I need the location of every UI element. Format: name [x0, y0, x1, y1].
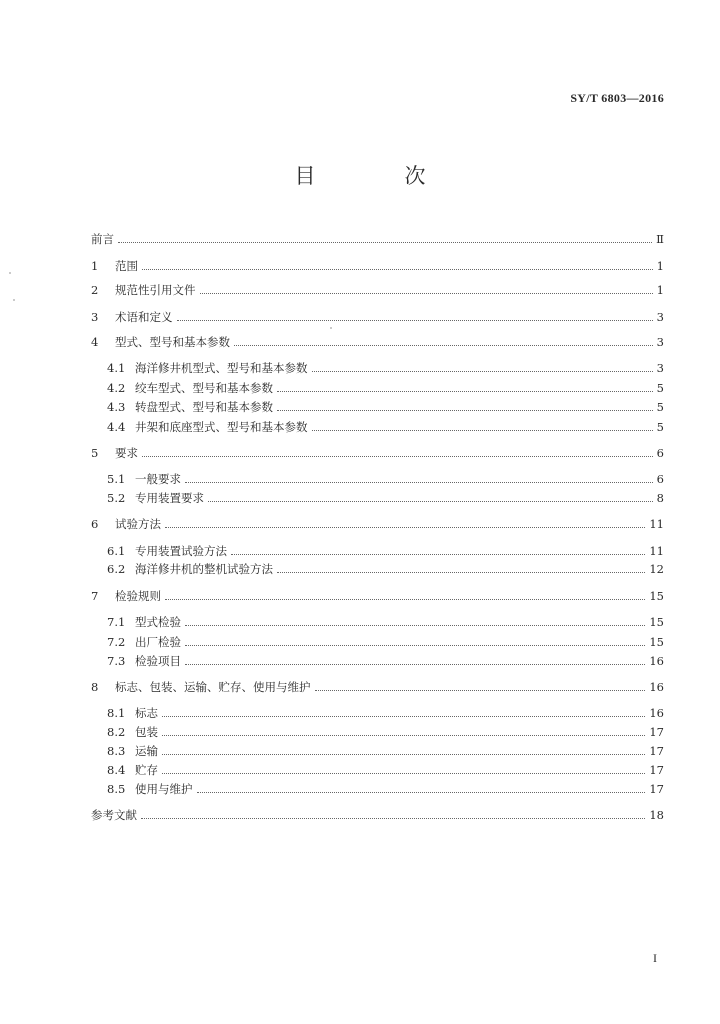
toc-entry-number: 7.1: [107, 615, 126, 629]
toc-entry-page: 16: [649, 654, 664, 668]
toc-entry-page: 3: [656, 335, 664, 349]
toc-entry-page: 11: [649, 544, 664, 558]
toc-entry-title: 转盘型式、型号和基本参数: [135, 400, 273, 414]
toc-dot-leader: [234, 344, 653, 346]
toc-dot-leader: [142, 455, 653, 457]
toc-entry[interactable]: [107, 559, 664, 579]
toc-dot-leader: [162, 772, 645, 774]
toc-entry-title: 海洋修井机型式、型号和基本参数: [135, 361, 308, 375]
toc-entry-number: 8.5: [107, 782, 126, 796]
toc-entry-title: 绞车型式、型号和基本参数: [135, 381, 273, 395]
toc-entry-page: 18: [649, 808, 664, 822]
toc-entry-page: 1: [656, 259, 664, 273]
toc-entry-number: 7.3: [107, 654, 126, 668]
toc-entry-number: 8.2: [107, 725, 126, 739]
toc-entry-title: 专用装置要求: [135, 491, 204, 505]
toc-dot-leader: [162, 753, 645, 755]
toc-entry-number: 5.2: [107, 491, 126, 505]
toc-dot-leader: [277, 409, 653, 411]
toc-dot-leader: [177, 319, 653, 321]
toc-dot-leader: [185, 644, 645, 646]
toc-entry-page: 16: [649, 680, 664, 694]
scan-speck: [9, 272, 11, 274]
toc-entry-title: 井架和底座型式、型号和基本参数: [135, 420, 308, 434]
toc-entry-title: 术语和定义: [115, 310, 173, 324]
toc-entry-title: 规范性引用文件: [115, 283, 196, 297]
toc-entry-title: 试验方法: [115, 517, 161, 531]
toc-entry-number: 7.2: [107, 635, 126, 649]
toc-entry-page: 5: [656, 400, 664, 414]
toc-entry[interactable]: [107, 632, 664, 652]
scan-speck: [13, 299, 15, 301]
toc-entry-title: 型式、型号和基本参数: [115, 335, 230, 349]
toc-entry-page: 17: [649, 763, 664, 777]
toc-entry[interactable]: [107, 612, 664, 632]
toc-entry[interactable]: [107, 760, 664, 780]
toc-entry-title: 型式检验: [135, 615, 181, 629]
toc-entry-number: 6: [91, 517, 99, 531]
toc-entry[interactable]: [91, 280, 664, 300]
toc-entry-title: 范围: [115, 259, 138, 273]
toc-entry[interactable]: [107, 358, 664, 378]
toc-dot-leader: [277, 571, 645, 573]
toc-entry[interactable]: [91, 805, 664, 825]
toc-entry[interactable]: [107, 397, 664, 417]
toc-entry[interactable]: [107, 417, 664, 437]
toc-entry-number: 4: [91, 335, 99, 349]
toc-entry[interactable]: [107, 651, 664, 671]
toc-entry[interactable]: [107, 488, 664, 508]
scan-speck: [330, 327, 332, 329]
toc-entry[interactable]: [107, 541, 664, 561]
toc-entry-page: 11: [649, 517, 664, 531]
toc-entry-number: 8: [91, 680, 99, 694]
toc-entry-number: 6.2: [107, 562, 126, 576]
toc-entry-number: 1: [91, 259, 99, 273]
toc-entry-page: 3: [656, 361, 664, 375]
toc-entry-page: 15: [649, 615, 664, 629]
toc-dot-leader: [185, 481, 653, 483]
toc-entry[interactable]: [91, 229, 664, 249]
toc-entry-page: 8: [656, 491, 664, 505]
toc-entry-number: 8.1: [107, 706, 126, 720]
toc-entry[interactable]: [91, 514, 664, 534]
toc-entry-number: 2: [91, 283, 99, 297]
toc-entry-page: 12: [649, 562, 664, 576]
toc-entry-title: 出厂检验: [135, 635, 181, 649]
toc-dot-leader: [141, 817, 645, 819]
toc-entry[interactable]: [91, 256, 664, 276]
toc-dot-leader: [165, 598, 645, 600]
toc-entry-page: Ⅱ: [656, 232, 664, 246]
toc-entry[interactable]: [91, 332, 664, 352]
toc-entry-page: 16: [649, 706, 664, 720]
toc-entry-page: 6: [656, 472, 664, 486]
toc-entry-number: 5: [91, 446, 99, 460]
toc-entry-page: 17: [649, 725, 664, 739]
toc-entry-title: 标志: [135, 706, 158, 720]
toc-dot-leader: [185, 663, 645, 665]
toc-entry-number: 8.4: [107, 763, 126, 777]
toc-entry-number: 4.2: [107, 381, 126, 395]
toc-entry-page: 5: [656, 420, 664, 434]
toc-entry-page: 17: [649, 782, 664, 796]
toc-entry-page: 17: [649, 744, 664, 758]
toc-entry-title: 使用与维护: [135, 782, 193, 796]
toc-dot-leader: [162, 715, 645, 717]
toc-entry-page: 15: [649, 589, 664, 603]
toc-entry-page: 3: [656, 310, 664, 324]
toc-entry-title: 检验规则: [115, 589, 161, 603]
toc-dot-leader: [312, 429, 653, 431]
toc-dot-leader: [118, 241, 652, 243]
toc-entry-title: 检验项目: [135, 654, 181, 668]
toc-dot-leader: [208, 500, 653, 502]
toc-entry[interactable]: [91, 677, 664, 697]
toc-entry[interactable]: [91, 586, 664, 606]
toc-dot-leader: [185, 624, 645, 626]
toc-entry[interactable]: [107, 741, 664, 761]
toc-entry-title: 参考文献: [91, 808, 137, 822]
footer-page-number: I: [653, 951, 657, 965]
toc-dot-leader: [197, 791, 646, 793]
toc-entry-number: 8.3: [107, 744, 126, 758]
toc-entry-number: 4.1: [107, 361, 126, 375]
toc-entry-title: 包装: [135, 725, 158, 739]
toc-entry[interactable]: [107, 378, 664, 398]
toc-entry-number: 3: [91, 310, 99, 324]
page-title: 目 次: [294, 164, 460, 188]
toc-entry[interactable]: [107, 703, 664, 723]
toc-entry-number: 4.4: [107, 420, 126, 434]
toc-dot-leader: [277, 390, 653, 392]
toc-entry[interactable]: [91, 443, 664, 463]
toc-entry-title: 一般要求: [135, 472, 181, 486]
toc-entry-number: 7: [91, 589, 99, 603]
toc-dot-leader: [231, 553, 645, 555]
toc-entry-page: 5: [656, 381, 664, 395]
toc-entry-title: 前言: [91, 232, 114, 246]
toc-entry-title: 专用装置试验方法: [135, 544, 227, 558]
toc-dot-leader: [312, 370, 653, 372]
toc-entry-number: 6.1: [107, 544, 126, 558]
toc-dot-leader: [200, 292, 653, 294]
toc-entry-title: 运输: [135, 744, 158, 758]
toc-entry-page: 6: [656, 446, 664, 460]
toc-entry[interactable]: [91, 307, 664, 327]
toc-entry-page: 15: [649, 635, 664, 649]
standard-code: SY/T 6803—2016: [570, 91, 664, 105]
toc-entry-title: 海洋修井机的整机试验方法: [135, 562, 273, 576]
toc-entry[interactable]: [107, 722, 664, 742]
toc-entry[interactable]: [107, 469, 664, 489]
toc-entry-page: 1: [656, 283, 664, 297]
toc-entry-number: 4.3: [107, 400, 126, 414]
toc-dot-leader: [162, 734, 645, 736]
toc-dot-leader: [142, 268, 653, 270]
toc-entry-title: 标志、包装、运输、贮存、使用与维护: [115, 680, 311, 694]
toc-entry-number: 5.1: [107, 472, 126, 486]
toc-dot-leader: [165, 526, 645, 528]
toc-entry[interactable]: [107, 779, 664, 799]
toc-entry-title: 贮存: [135, 763, 158, 777]
toc-entry-title: 要求: [115, 446, 138, 460]
toc-dot-leader: [315, 689, 646, 691]
